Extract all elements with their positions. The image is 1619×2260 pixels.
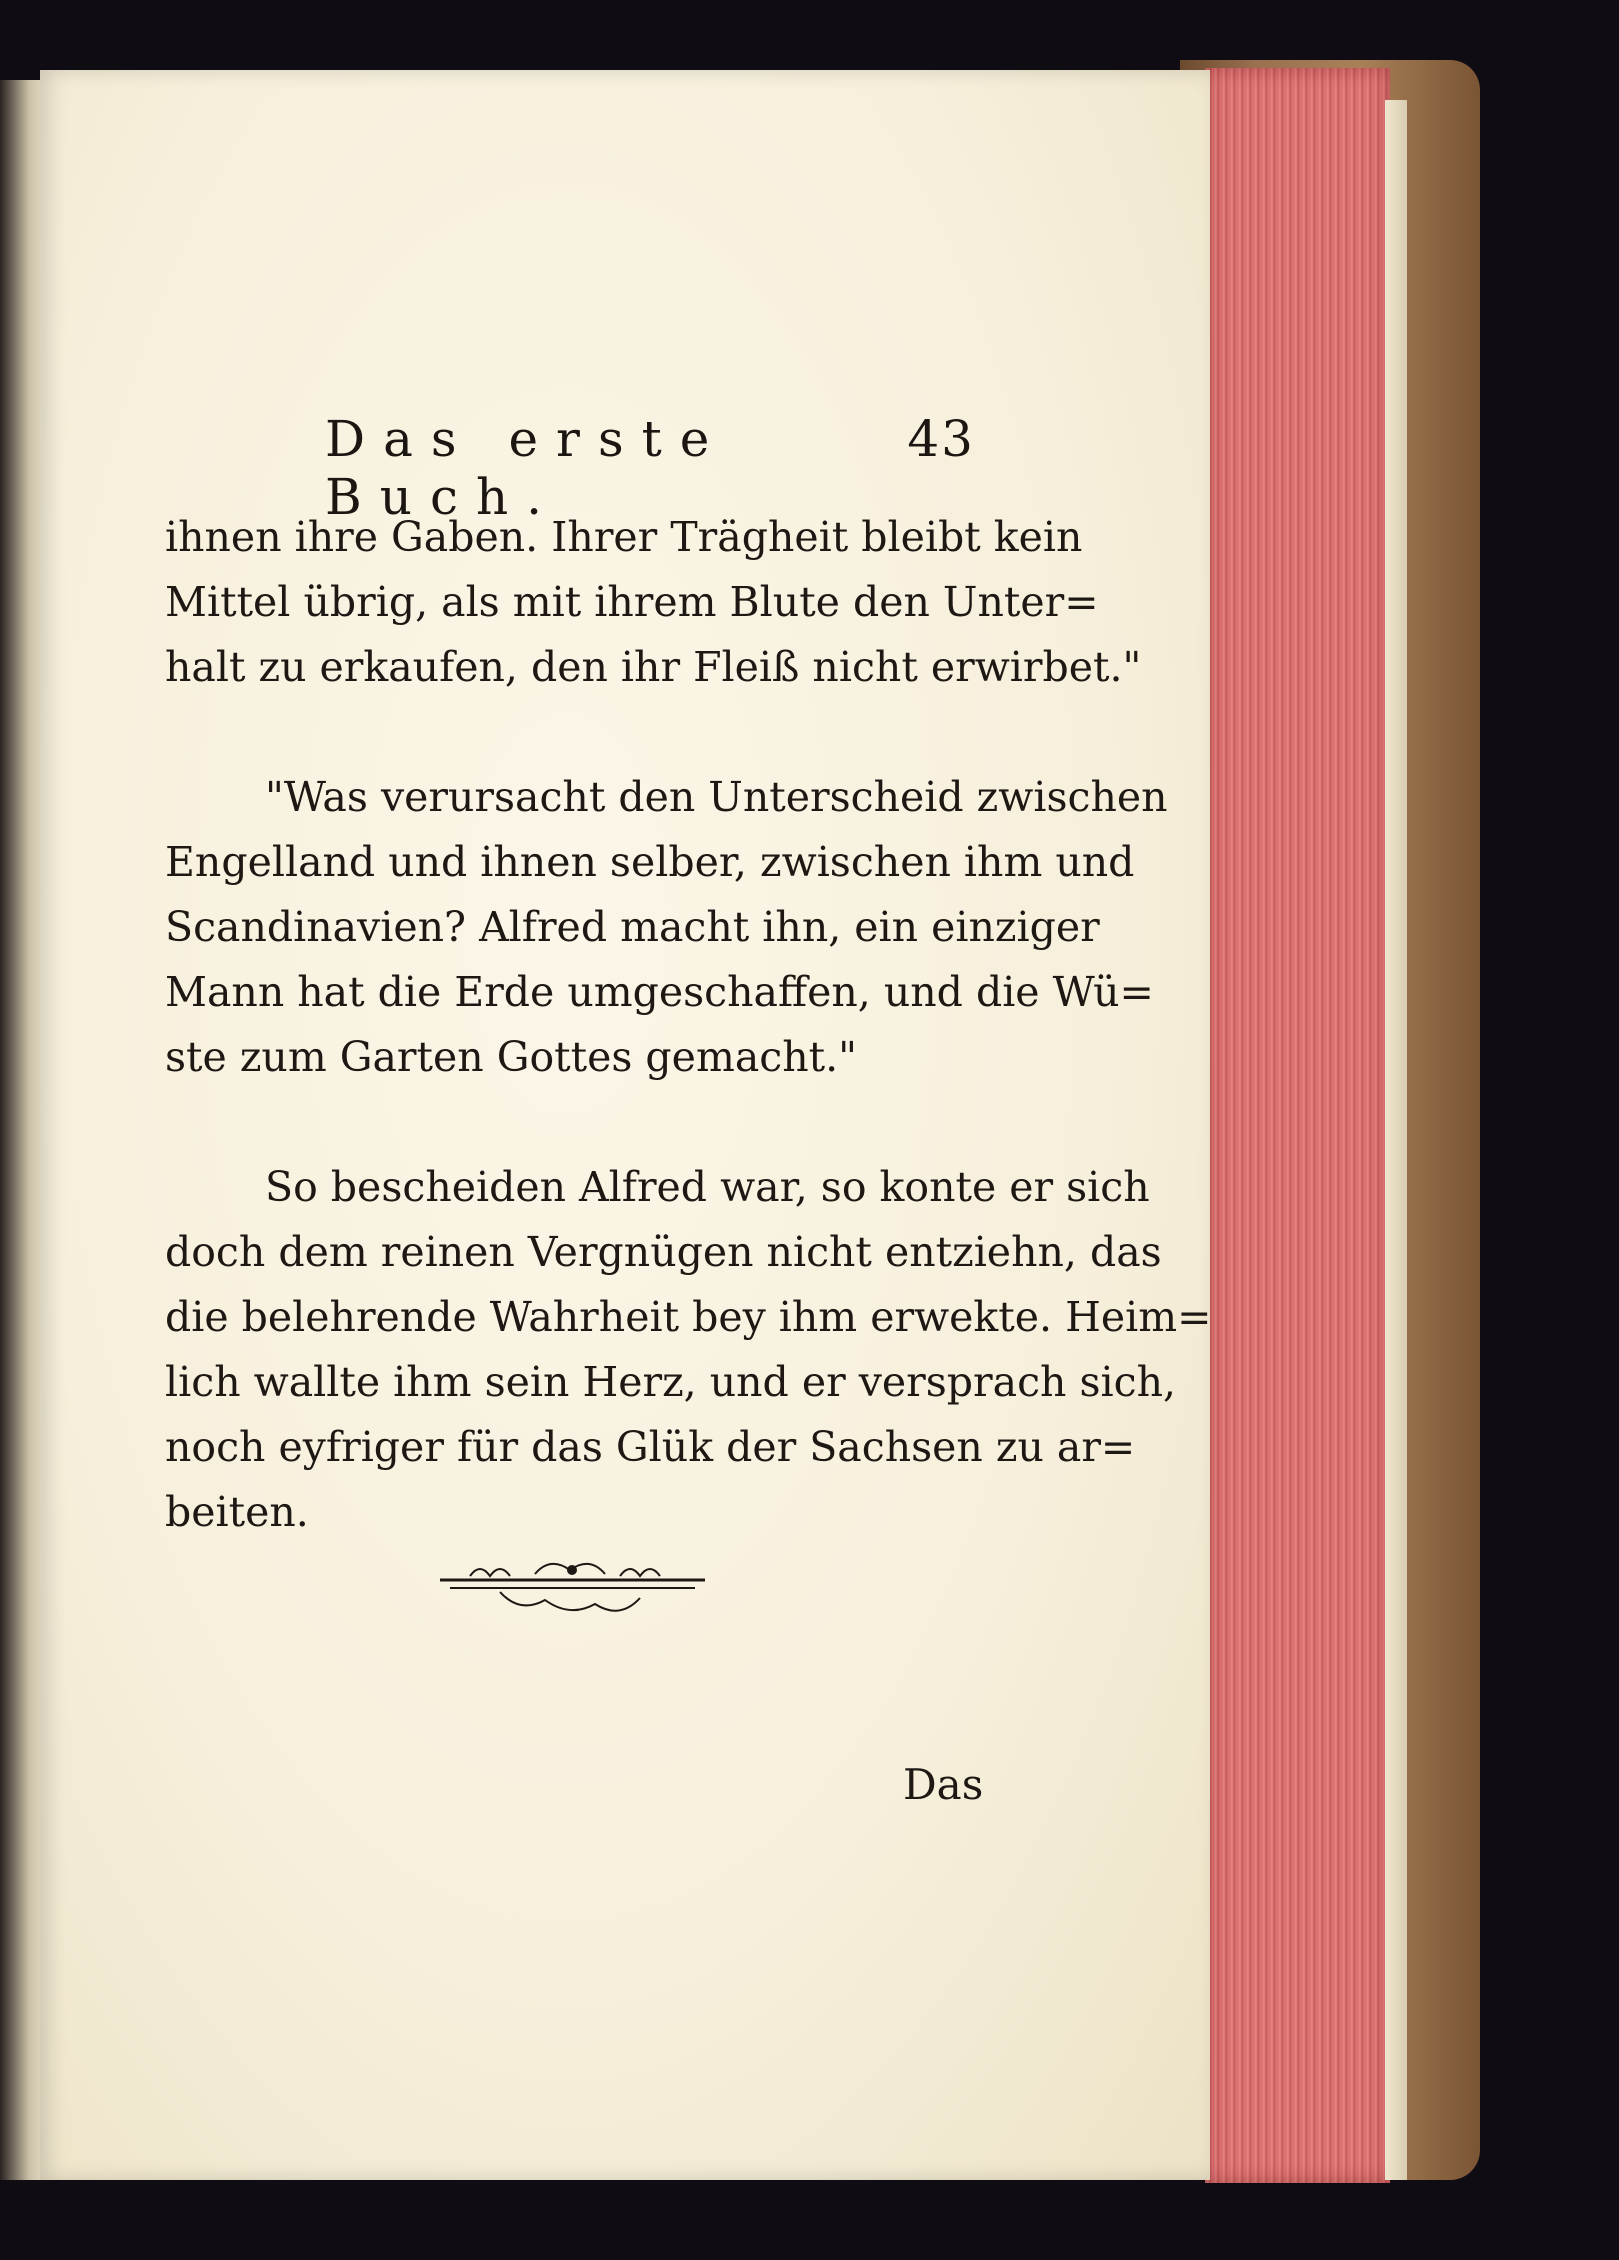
text-line: ihnen ihre Gaben. Ihrer Trägheit bleibt kein [165, 513, 1083, 561]
text-line: Scandinavien? Alfred macht ihn, ein einziger [165, 903, 1100, 951]
body-text [165, 505, 1212, 1610]
text-line: halt zu erkaufen, den ihr Fleiß nicht erwirbet." [165, 643, 1142, 691]
text-line: Engelland und ihnen selber, zwischen ihm und [165, 838, 1135, 886]
paragraph-1 [165, 505, 1142, 700]
paragraph-2 [165, 765, 1168, 1090]
text-line: doch dem reinen Vergnügen nicht entziehn, das [165, 1228, 1162, 1276]
text-line: noch eyfriger für das Glük der Sachsen zu ar= [165, 1423, 1136, 1471]
text-line: die belehrende Wahrheit bey ihm erwekte. Heim= [165, 1293, 1212, 1341]
text-line: lich wallte ihm sein Herz, und er versprach sich, [165, 1358, 1177, 1406]
catchword: Das [903, 1760, 984, 1809]
red-page-edges [1205, 68, 1390, 2183]
book-page [40, 70, 1210, 2180]
text-line: "Was verursacht den Unterscheid zwischen [265, 773, 1168, 821]
ornament-icon [440, 1548, 705, 1618]
text-line: ste zum Garten Gottes gemacht." [165, 1033, 857, 1081]
endpaper [1385, 100, 1407, 2180]
text-line: So bescheiden Alfred war, so konte er sich [265, 1163, 1150, 1211]
text-line: beiten. [165, 1488, 309, 1536]
paragraph-3 [165, 1155, 1212, 1545]
page-number: 43 [907, 410, 975, 468]
page-header [325, 410, 975, 526]
text-line: Mittel übrig, als mit ihrem Blute den Unter= [165, 578, 1099, 626]
text-line: Mann hat die Erde umgeschaffen, und die Wü= [165, 968, 1154, 1016]
running-title: Das erste Buch. [325, 410, 728, 526]
